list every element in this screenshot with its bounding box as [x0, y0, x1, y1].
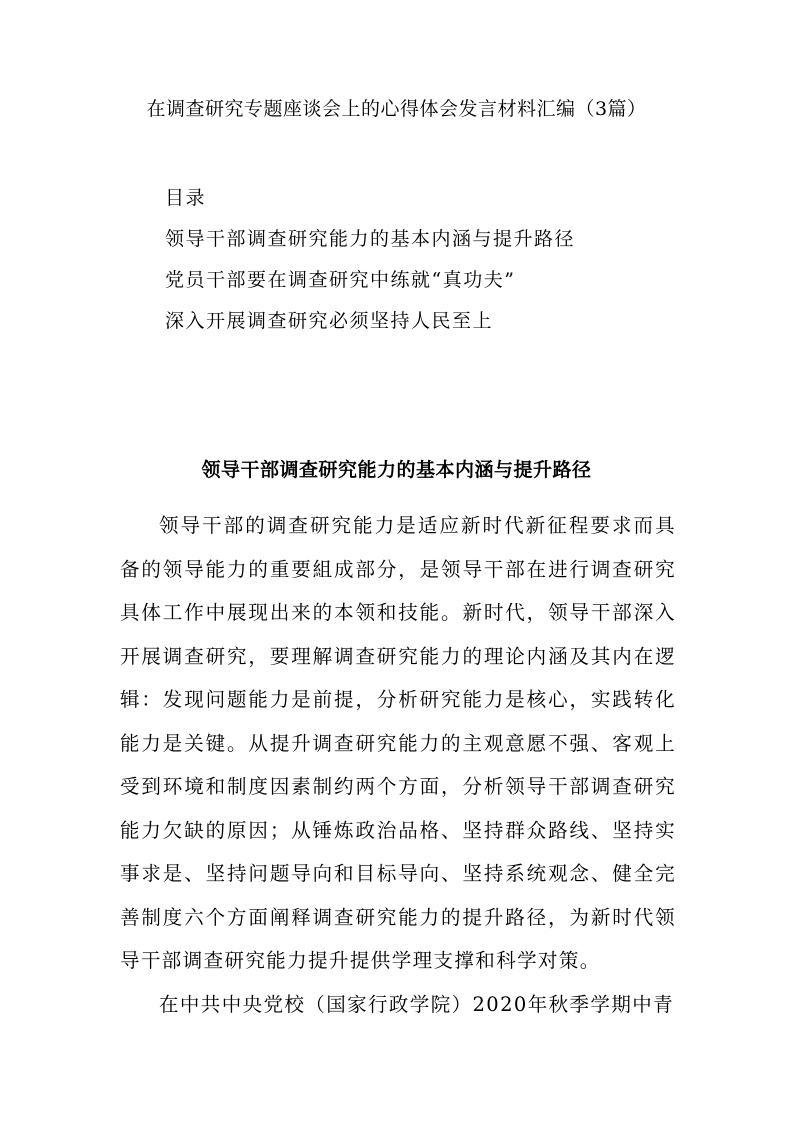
- body-paragraph: 领导干部的调查研究能力是适应新时代新征程要求而具备的领导能力的重要組成部分，是领导干部在进行调查研究具体工作中展现出来的本领和技能。新时代，领导干部深入开展调查研究，要理解调查研究能力的理论内涵及其内在逻辑：发现问题能力是前提，分析研究能力是核心，实践转化能力是关键。从提升调查研究能力的主观意愿不强、客观上受到环境和制度因素制约两个方面，分析领导干部调查研究能力欠缺的原因；从锤炼政治品格、坚持群众路线、坚持实事求是、坚持问题导向和目标导向、坚持系统观念、健全完善制度六个方面阐释调查研究能力的提升路径，为新时代领导干部调查研究能力提升提供学理支撑和科学对策。: [120, 514, 676, 972]
- section-body: [120, 504, 676, 1026]
- toc-heading: 目录: [165, 187, 207, 209]
- toc-item: 领导干部调查研究能力的基本内涵与提升路径: [165, 228, 576, 250]
- document-title: 在调查研究专题座谈会上的心得体会发言材料汇编（3篇）: [146, 98, 647, 120]
- toc-item: 党员干部要在调查研究中练就“真功夫”: [165, 269, 516, 291]
- section-title: 领导干部调查研究能力的基本内涵与提升路径: [201, 459, 592, 481]
- body-paragraph: 在中共中央党校（国家行政学院）2020年秋季学期中青: [159, 992, 675, 1016]
- toc-item: 深入开展调查研究必须坚持人民至上: [165, 310, 494, 332]
- table-of-contents: [165, 178, 725, 342]
